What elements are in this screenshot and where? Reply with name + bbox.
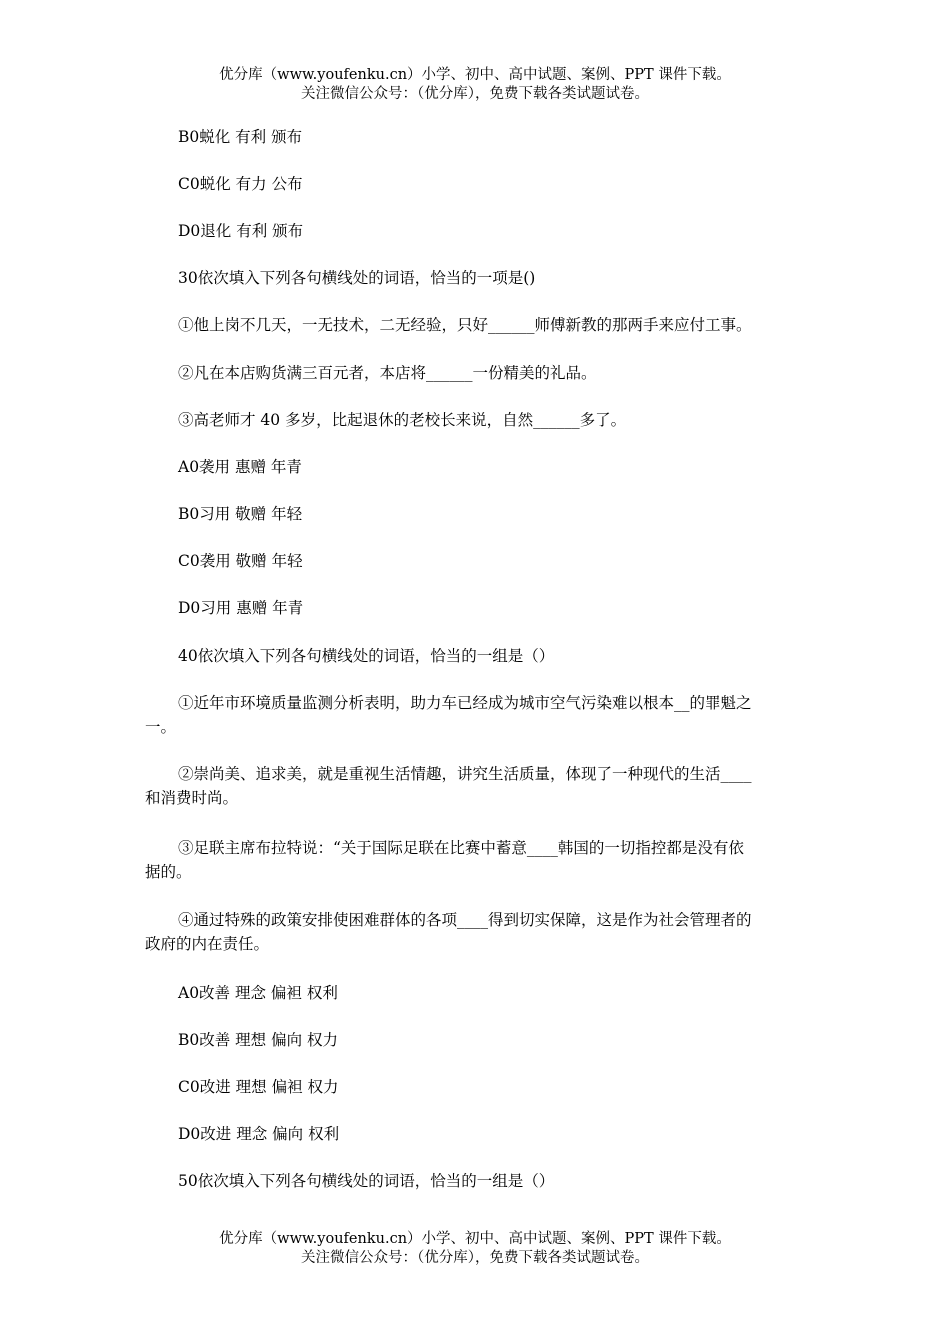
header-wechat-line: 关注微信公众号：（优分库），免费下载各类试题试卷。 <box>301 86 649 102</box>
q4-sentence-3-line-1: ③足联主席布拉特说：“关于国际足联在比赛中蓄意____韩国的一切指控都是没有依 <box>178 839 744 857</box>
q4-sentence-4 <box>145 908 805 956</box>
footer-site-line: 优分库（www.youfenku.cn）小学、初中、高中试题、案例、PPT 课件下载。 <box>219 1231 731 1247</box>
q3-sentence-1: ①他上岗不几天，一无技术，二无经验，只好______师傅新教的那两手来应付工事。 <box>178 316 752 334</box>
q3-option-c: C0袭用 敬赠 年轻 <box>178 552 303 570</box>
q3-stem: 30依次填入下列各句横线处的词语，恰当的一项是() <box>178 269 536 287</box>
q4-sentence-3-line-2: 据的。 <box>145 863 192 881</box>
q3-option-d: D0习用 惠赠 年青 <box>178 599 304 617</box>
q4-sentence-2-line-1: ②崇尚美、追求美，就是重视生活情趣，讲究生活质量，体现了一种现代的生活____ <box>178 765 752 783</box>
q2-option-d: D0退化 有利 颁布 <box>178 222 304 240</box>
q4-sentence-4-line-1: ④通过特殊的政策安排使困难群体的各项____得到切实保障，这是作为社会管理者的 <box>178 911 752 929</box>
q4-sentence-2-line-2: 和消费时尚。 <box>145 789 239 807</box>
q4-option-c: C0改进 理想 偏袒 权力 <box>178 1078 339 1096</box>
q5-stem: 50依次填入下列各句横线处的词语，恰当的一组是（） <box>178 1172 555 1190</box>
q2-option-c: C0蜕化 有力 公布 <box>178 175 303 193</box>
q4-sentence-1 <box>145 691 805 739</box>
page-footer <box>0 1230 950 1268</box>
q3-option-b: B0习用 敬赠 年轻 <box>178 505 303 523</box>
q2-option-b: B0蜕化 有利 颁布 <box>178 128 303 146</box>
page-header <box>0 66 950 104</box>
q4-option-b: B0改善 理想 偏向 权力 <box>178 1031 339 1049</box>
q3-sentence-3: ③高老师才 40 多岁，比起退休的老校长来说，自然______多了。 <box>178 411 627 429</box>
header-site-line: 优分库（www.youfenku.cn）小学、初中、高中试题、案例、PPT 课件下载。 <box>219 67 731 83</box>
q3-sentence-2: ②凡在本店购货满三百元者，本店将______一份精美的礼品。 <box>178 364 597 382</box>
q4-sentence-2 <box>145 762 805 810</box>
q4-option-a: A0改善 理念 偏袒 权利 <box>178 984 338 1002</box>
q4-stem: 40依次填入下列各句横线处的词语，恰当的一组是（） <box>178 647 555 665</box>
q4-option-d: D0改进 理念 偏向 权利 <box>178 1125 340 1143</box>
q4-sentence-1-line-1: ①近年市环境质量监测分析表明，助力车已经成为城市空气污染难以根本__的罪魁之 <box>178 694 752 712</box>
q4-sentence-3 <box>145 836 805 884</box>
q3-option-a: A0袭用 惠赠 年青 <box>178 458 302 476</box>
footer-wechat-line: 关注微信公众号：（优分库），免费下载各类试题试卷。 <box>301 1250 649 1266</box>
q4-sentence-4-line-2: 政府的内在责任。 <box>145 935 270 953</box>
q4-sentence-1-line-2: 一。 <box>145 718 177 736</box>
